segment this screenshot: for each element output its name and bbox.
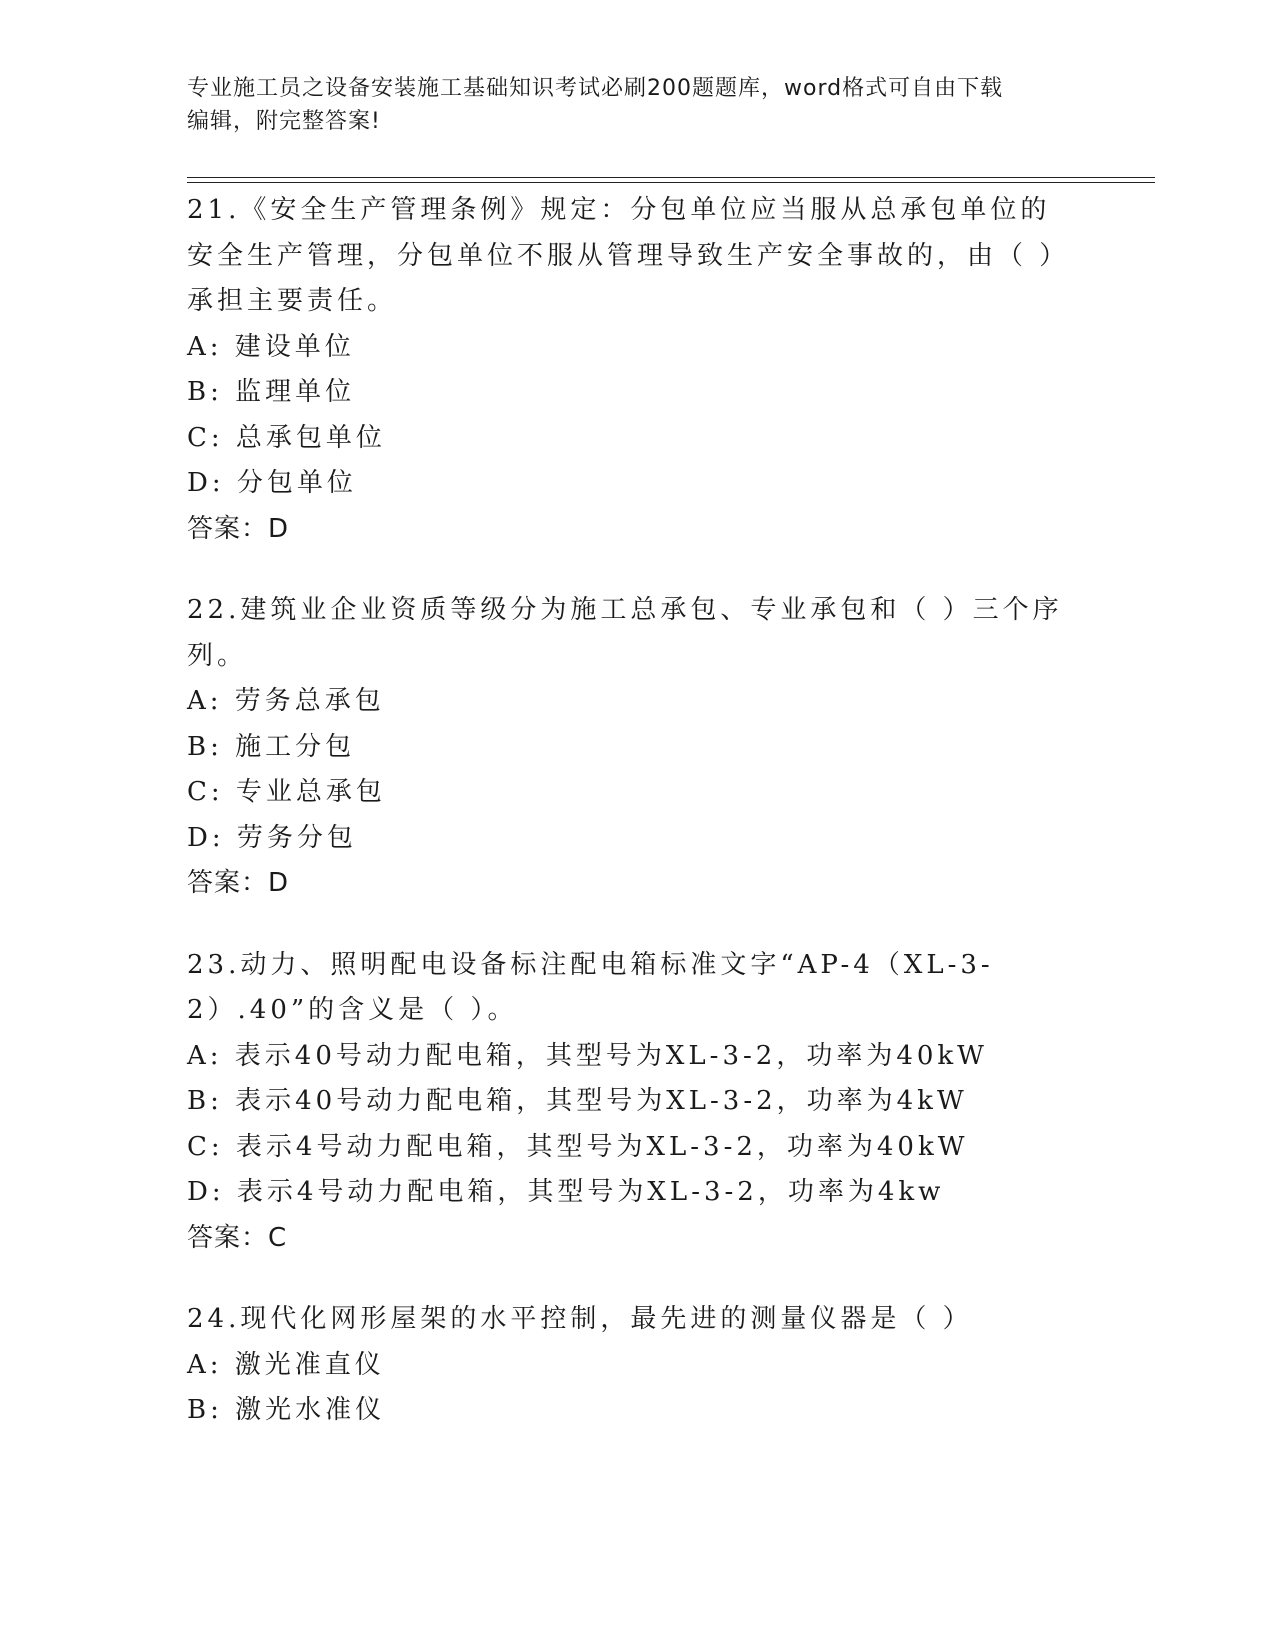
option-c: C: 专业总承包 <box>187 777 386 807</box>
header-divider <box>187 177 1155 183</box>
header-title-line-2: 编辑，附完整答案! <box>187 109 381 134</box>
option-d: D: 劳务分包 <box>187 822 357 853</box>
document-header <box>187 72 1087 138</box>
option-d: D: 分包单位 <box>187 468 357 498</box>
option-a: A: 建设单位 <box>187 331 355 362</box>
answer-line: 答案：D <box>187 513 290 544</box>
question-stem: 23.动力、照明配电设备标注配电箱标准文字“AP-4（XL-3-2）.40”的含义是（ ）。 <box>187 949 994 1025</box>
question-list <box>187 188 1087 1470</box>
header-title-line-1: 专业施工员之设备安装施工基础知识考试必刷200题题库，word格式可自由下载 <box>187 76 1004 101</box>
option-a: A: 激光准直仪 <box>187 1349 385 1380</box>
question-stem: 24.现代化网形屋架的水平控制，最先进的测量仪器是（ ） <box>187 1304 973 1334</box>
option-a: A: 表示40号动力配电箱，其型号为XL-3-2，功率为40kW <box>187 1040 988 1071</box>
question-23 <box>187 943 1087 1262</box>
question-stem: 22.建筑业企业资质等级分为施工总承包、专业承包和（ ）三个序列。 <box>187 595 1063 671</box>
question-stem: 21.《安全生产管理条例》规定：分包单位应当服从总承包单位的安全生产管理，分包单位不服从管理导致生产安全事故的，由（ ）承担主要责任。 <box>187 195 1070 316</box>
answer-line: 答案：C <box>187 1222 288 1253</box>
option-b: B: 监理单位 <box>187 377 356 407</box>
option-c: C: 表示4号动力配电箱，其型号为XL-3-2，功率为40kW <box>187 1131 969 1162</box>
option-d: D: 表示4号动力配电箱，其型号为XL-3-2，功率为4kw <box>187 1177 945 1207</box>
question-21 <box>187 188 1087 552</box>
option-b: B: 施工分包 <box>187 731 356 762</box>
option-b: B: 表示40号动力配电箱，其型号为XL-3-2，功率为4kW <box>187 1086 968 1116</box>
option-c: C: 总承包单位 <box>187 422 386 453</box>
answer-line: 答案：D <box>187 868 290 898</box>
question-22 <box>187 588 1087 907</box>
option-b: B: 激光水准仪 <box>187 1395 386 1425</box>
option-a: A: 劳务总承包 <box>187 686 385 716</box>
question-24 <box>187 1297 1087 1434</box>
